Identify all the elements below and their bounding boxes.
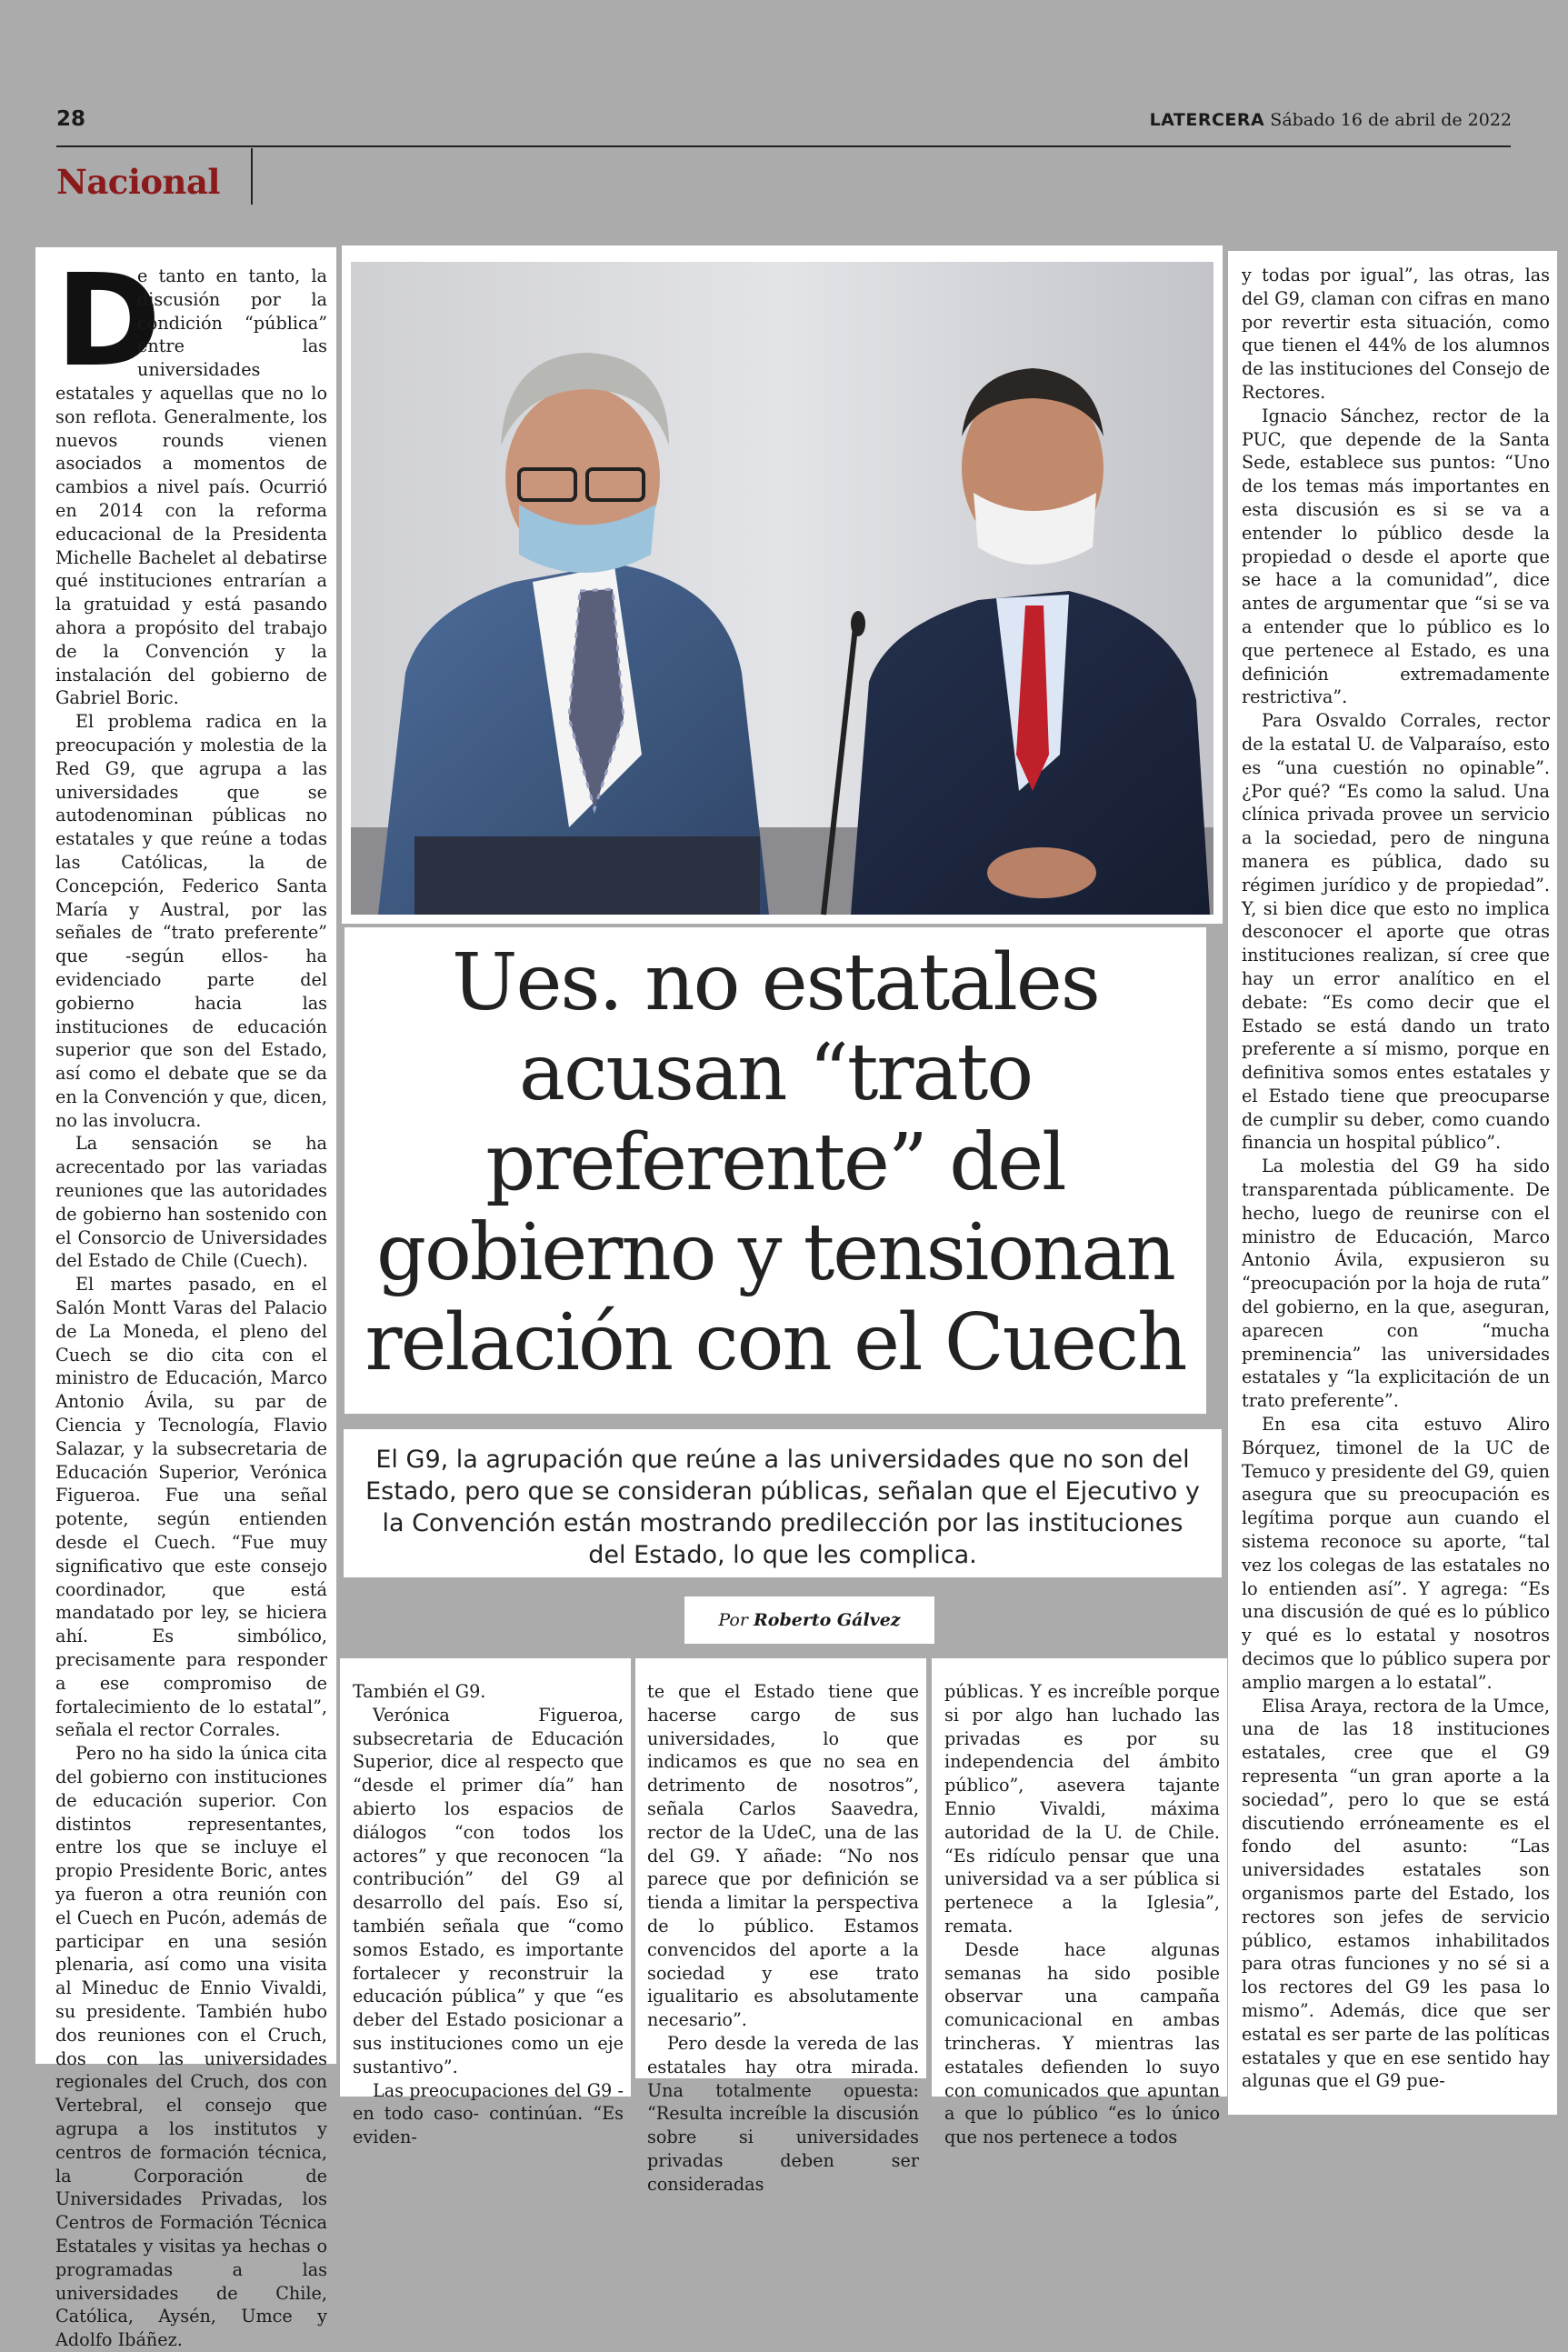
paragraph: e tanto en tanto, la discusión por la condición “pública” entre las universidades estatales y aquellas que no lo son reflota. Generalmente, los nuevos rounds vienen asociados a momentos de cambios a nivel país. Ocurrió en 2014 con la reforma educacional de la Presidenta Michelle Bachelet al debatirse qué instituciones entrarían a la gratuidad y está pasando ahora a propósito del trabajo de la Convención y la instalación del gobierno de Gabriel Boric. <box>55 265 327 709</box>
headline-line: gobierno y tensionan <box>375 1207 1175 1298</box>
dek-line: Estado, pero que se consideran públicas, señalan que el Ejecutivo y <box>365 1477 1200 1506</box>
dek-line: del Estado, lo que les complica. <box>588 1541 977 1569</box>
paragraph: Verónica Figueroa, subsecretaria de Educación Superior, dice al respecto que “desde el primer día” han abierto los espacios de diálogos “con todos los actores” y que reconocen “la contribución” del G9 al desarrollo del país. Eso sí, también señala que “como somos Estado, es importante fortalecer y reconstruir la educación pública” y que “es deber del Estado posicionar a sus instituciones como un eje sustantivo”. <box>353 1704 624 2077</box>
drop-cap: D <box>55 247 162 395</box>
article-column-5 <box>1228 251 1557 2115</box>
byline-author: Roberto Gálvez <box>754 1610 901 1630</box>
byline <box>684 1596 934 1644</box>
article-column-3 <box>635 1658 926 2195</box>
headline-line: relación con el Cuech <box>365 1297 1186 1388</box>
paragraph: La molestia del G9 ha sido transparentada públicamente. De hecho, luego de reunirse con el ministro de Educación, Marco Antonio Ávila, expusieron su “preocupación por la hoja de ruta” del gobierno, en la que, aseguran, aparecen con “mucha preminencia” las universidades estatales y “la explicitación de un trato preferente”. <box>1242 1156 1550 1412</box>
paragraph: La sensación se ha acrecentado por las variadas reuniones que las autoridades de gobierno han sostenido con el Consorcio de Universidades del Estado de Chile (Cuech). <box>55 1133 327 1272</box>
article-column-1 <box>35 247 336 2351</box>
dek-line: la Convención están mostrando predilección por las instituciones <box>382 1509 1183 1537</box>
paragraph: y todas por igual”, las otras, las del G9, claman con cifras en mano por revertir esta situación, como que tienen el 44% de los alumnos de las instituciones del Consejo de Rectores. <box>1242 265 1550 403</box>
byline-prefix: Por <box>718 1610 748 1630</box>
page-number: 28 <box>56 107 86 131</box>
article-column-4 <box>932 1658 1227 2148</box>
section-title: Nacional <box>56 162 220 202</box>
headline <box>345 927 1206 1414</box>
paragraph: Pero desde la vereda de las estatales hay otra mirada. Una totalmente opuesta: “Resulta increíble la discusión sobre si universidades privadas deben ser consideradas <box>647 2032 919 2195</box>
article-column-2 <box>340 1658 631 2148</box>
headline-line: Ues. no estatales <box>452 937 1099 1028</box>
photo-two-rectors-image <box>342 245 1223 924</box>
paragraph: En esa cita estuvo Aliro Bórquez, timonel de la UC de Temuco y presidente del G9, quien asegura que su preocupación es legítima porque aun cuando el sistema reconoce su aporte, “tal vez los colegas de las estatales no lo entienden así”. Y agrega: “Es una discusión de qué es lo público y qué es lo estatal y nosotros decimos que lo público supera por amplio margen a lo estatal”. <box>1242 1414 1550 1693</box>
paragraph: Elisa Araya, rectora de la Umce, una de las 18 instituciones estatales, cree que el G9 representa “un gran aporte a la sociedad”, pero lo que se está discutiendo erróneamente es el fondo del asunto: “Las universidades estatales son organismos parte del Estado, los rectores son jefes de servicio público, estamos inhabilitados para otras funciones y no sé si a los rectores del G9 les pasa lo mismo”. Además, dice que ser estatal es ser parte de las políticas estatales y que en ese sentido hay algunas que el G9 pue- <box>1242 1695 1550 2092</box>
issue-date: Sábado 16 de abril de 2022 <box>1270 110 1512 130</box>
headline-line: preferente” del <box>485 1117 1065 1208</box>
paragraph: El problema radica en la preocupación y molestia de la Red G9, que agrupa a las universidades que se autodenominan públicas no estatales y que reúne a todas las Católicas, la de Concepción, Federico Santa María y Austral, por las señales de “trato preferente” que -según ellos- ha evidenciado parte del gobierno hacia las instituciones de educación superior que son del Estado, así como el debate que se da en la Convención y que, dicen, no las involucra. <box>55 711 327 1131</box>
paragraph: públicas. Y es increíble porque si por algo han luchado las privadas es por su independencia del ámbito público”, asevera tajante Ennio Vivaldi, máxima autoridad de la U. de Chile. “Es ridículo pensar que una universidad va a ser pública si pertenece a la Iglesia”, remata. <box>944 1681 1220 1937</box>
masthead <box>1150 110 1512 130</box>
article-photo <box>342 245 1223 924</box>
paragraph: Las preocupaciones del G9 -en todo caso- continúan. “Es eviden- <box>353 2079 624 2148</box>
paragraph: te que el Estado tiene que hacerse cargo de sus universidades, lo que indicamos es que no sea en detrimento de nosotros”, señala Carlos Saavedra, rector de la UdeC, una de las del G9. Y añade: “No nos parece que por definición se tienda a limitar la perspectiva de lo público. Estamos convencidos del aporte a la sociedad y ese trato igualitario es absolutamente necesario”. <box>647 1681 919 2031</box>
paragraph: Pero no ha sido la única cita del gobierno con instituciones de educación superior. Con distintos representantes, entre los que se incluye el propio Presidente Boric, antes ya fueron a otra reunión con el Cuech en Pucón, además de participar en una sesión plenaria, así como una visita al Mineduc de Ennio Vivaldi, su presidente. También hubo dos reuniones con el Cruch, dos con las universidades regionales del Cruch, dos con Vertebral, el consejo que agrupa a los institutos y centros de formación técnica, la Corporación de Universidades Privadas, los Centros de Formación Técnica Estatales y visitas ya hechas o programadas a las universidades de Chile, Católica, Aysén, Umce y Adolfo Ibáñez. <box>55 1743 327 2351</box>
paragraph: También el G9. <box>353 1681 486 1702</box>
paragraph: Ignacio Sánchez, rector de la PUC, que depende de la Santa Sede, establece sus puntos: “Uno de los temas más importantes en esta discusión es si se va a entender lo público desde la propiedad o desde el aporte que se hace a la comunidad”, dice antes de argumentar que “si se va a entender que lo público es lo que pertenece al Estado, es una definición extremadamente restrictiva”. <box>1242 405 1550 708</box>
section-separator <box>251 148 253 205</box>
headline-line: acusan “trato <box>518 1027 1033 1118</box>
newspaper-brand: LATERCERA <box>1149 110 1265 130</box>
dek-line: El G9, la agrupación que reúne a las universidades que no son del <box>375 1446 1190 1474</box>
dek-subheadline <box>344 1429 1222 1577</box>
paragraph: El martes pasado, en el Salón Montt Varas del Palacio de La Moneda, el pleno del Cuech se dio cita con el ministro de Educación, Marco Antonio Ávila, su par de Ciencia y Tecnología, Flavio Salazar, y la subsecretaria de Educación Superior, Verónica Figueroa. Fue una señal potente, según entienden desde el Cuech. “Fue muy significativo que este consejo coordinador, que está mandatado por ley, se hiciera ahí. Es simbólico, precisamente para responder a ese compromiso de fortalecimiento de lo estatal”, señala el rector Corrales. <box>55 1274 327 1741</box>
header-rule <box>56 145 1511 147</box>
paragraph: Para Osvaldo Corrales, rector de la estatal U. de Valparaíso, esto es “una cuestión no opinable”. ¿Por qué? “Es como la salud. Una clínica privada provee un servicio a la sociedad, pero de ninguna manera es pública, dado su régimen jurídico y de propiedad”. Y, si bien dice que esto no implica desconocer el aporte que otras instituciones realizan, sí cree que hay un error analítico en el debate: “Es como decir que el Estado se está dando un trato preferente a sí mismo, porque en definitiva somos entes estatales y el Estado tiene que preocuparse de cumplir su deber, como cuando financia un hospital público”. <box>1242 710 1550 1154</box>
paragraph: Desde hace algunas semanas ha sido posible observar una campaña comunicacional en ambas trincheras. Y mientras las estatales defienden lo suyo con comunicados que apuntan a que lo público “es lo único que nos pertenece a todos <box>944 1938 1220 2148</box>
